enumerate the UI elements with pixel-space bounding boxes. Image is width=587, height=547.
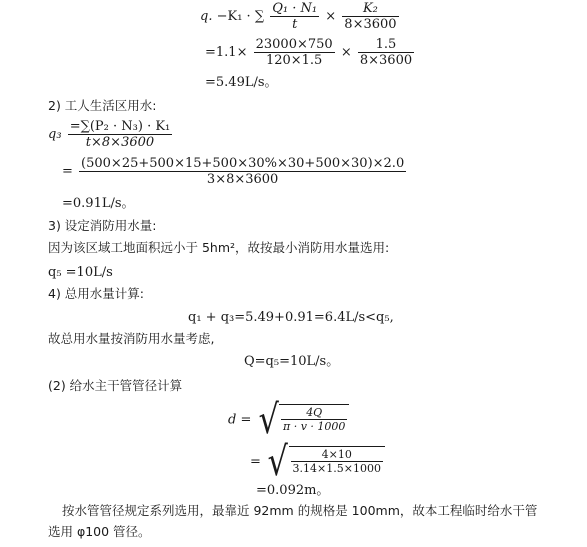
section-5-formula-2-prefix: = bbox=[250, 454, 261, 470]
formula-1-line-2-fraction-2 bbox=[358, 38, 414, 67]
formula-1-fraction bbox=[270, 2, 319, 31]
section-2-formula-line-2 bbox=[62, 157, 408, 186]
square-root-2-content bbox=[289, 446, 385, 484]
formula-1-fraction-denominator: t bbox=[292, 17, 298, 32]
formula-1-line-2-fraction-1-numerator: 23000×750 bbox=[255, 37, 333, 52]
section-2-line-2-prefix: = bbox=[62, 164, 73, 179]
square-root-1-denominator: π · v · 1000 bbox=[283, 420, 346, 433]
section-2-lhs: q₃ bbox=[48, 127, 62, 142]
section-5-result: =0.092m。 bbox=[256, 483, 330, 498]
section-2-fraction-numerator: =∑(P₂ · N₃) · K₁ bbox=[69, 119, 171, 134]
radical-sign: √ bbox=[258, 397, 279, 443]
section-2-heading: 2) 工人生活区用水: bbox=[48, 98, 157, 113]
times-sign: × bbox=[340, 45, 352, 60]
formula-1-line-2-prefix: =1.1× bbox=[205, 45, 248, 60]
section-3-value: q₅ =10L/s bbox=[48, 265, 113, 280]
times-sign: × bbox=[325, 9, 337, 24]
conclusion-line-2: 选用 φ100 管径。 bbox=[48, 524, 151, 539]
square-root-1-fraction bbox=[281, 407, 347, 432]
section-2-formula-line-1 bbox=[48, 120, 174, 149]
formula-1-line-1 bbox=[200, 2, 401, 31]
formula-1-line-2-fraction-1 bbox=[254, 38, 335, 67]
square-root-2-denominator: 3.14×1.5×1000 bbox=[292, 462, 381, 475]
conclusion-line-1: 按水管管径规定系列选用，最靠近 92mm 的规格是 100mm，故本工程临时给水干管 bbox=[62, 503, 538, 518]
formula-1-line-2-fraction-2-numerator: 1.5 bbox=[358, 38, 414, 53]
formula-1-k-denominator: 8×3600 bbox=[344, 17, 397, 32]
formula-1-line-2-fraction-1-denominator: 120×1.5 bbox=[265, 53, 323, 68]
square-root-2-numerator: 4×10 bbox=[291, 449, 383, 462]
radical-sign: √ bbox=[267, 439, 288, 485]
formula-1-result: =5.49L/s。 bbox=[205, 75, 278, 90]
square-root-1 bbox=[256, 398, 350, 442]
formula-1-line-2-fraction-2-denominator: 8×3600 bbox=[359, 53, 413, 68]
section-3-heading: 3) 设定消防用水量: bbox=[48, 218, 157, 233]
section-2-line-2-fraction bbox=[79, 157, 406, 186]
section-4-text: 故总用水量按消防用水量考虑, bbox=[48, 331, 215, 346]
section-5-d-lhs: d = bbox=[228, 412, 252, 428]
section-5-formula-1 bbox=[228, 398, 349, 442]
section-3-text: 因为该区域工地面积远小于 5hm²，故按最小消防用水量选用: bbox=[48, 240, 390, 255]
section-2-line-2-denominator: 3×8×3600 bbox=[206, 172, 279, 187]
formula-1-fraction-numerator: Q₁ · N₁ bbox=[272, 1, 318, 16]
section-2-line-2-numerator: (500×25+500×15+500×30%×30+500×30)×2.0 bbox=[81, 156, 405, 171]
section-4-formula: q₁ + q₃=5.49+0.91=6.4L/s<q₅, bbox=[188, 310, 394, 325]
formula-1-lhs: q. bbox=[200, 9, 213, 24]
square-root-1-content bbox=[279, 404, 349, 442]
section-5-formula-2 bbox=[250, 440, 385, 484]
formula-1-sum: −K₁ · ∑ bbox=[216, 9, 265, 24]
square-root-2 bbox=[265, 440, 385, 484]
section-5-heading: (2) 给水主干管管径计算 bbox=[48, 378, 183, 393]
square-root-1-numerator: 4Q bbox=[281, 407, 347, 420]
section-4-heading: 4) 总用水量计算: bbox=[48, 286, 145, 301]
formula-1-k-fraction bbox=[342, 2, 398, 31]
section-4-result: Q=q₅=10L/s。 bbox=[244, 354, 340, 369]
formula-1-k-numerator: K₂ bbox=[342, 2, 398, 17]
formula-1-line-2 bbox=[205, 38, 416, 67]
square-root-2-fraction bbox=[291, 449, 383, 474]
section-2-fraction bbox=[68, 120, 173, 149]
section-2-result: =0.91L/s。 bbox=[62, 196, 135, 211]
section-2-fraction-denominator: t×8×3600 bbox=[85, 135, 155, 150]
